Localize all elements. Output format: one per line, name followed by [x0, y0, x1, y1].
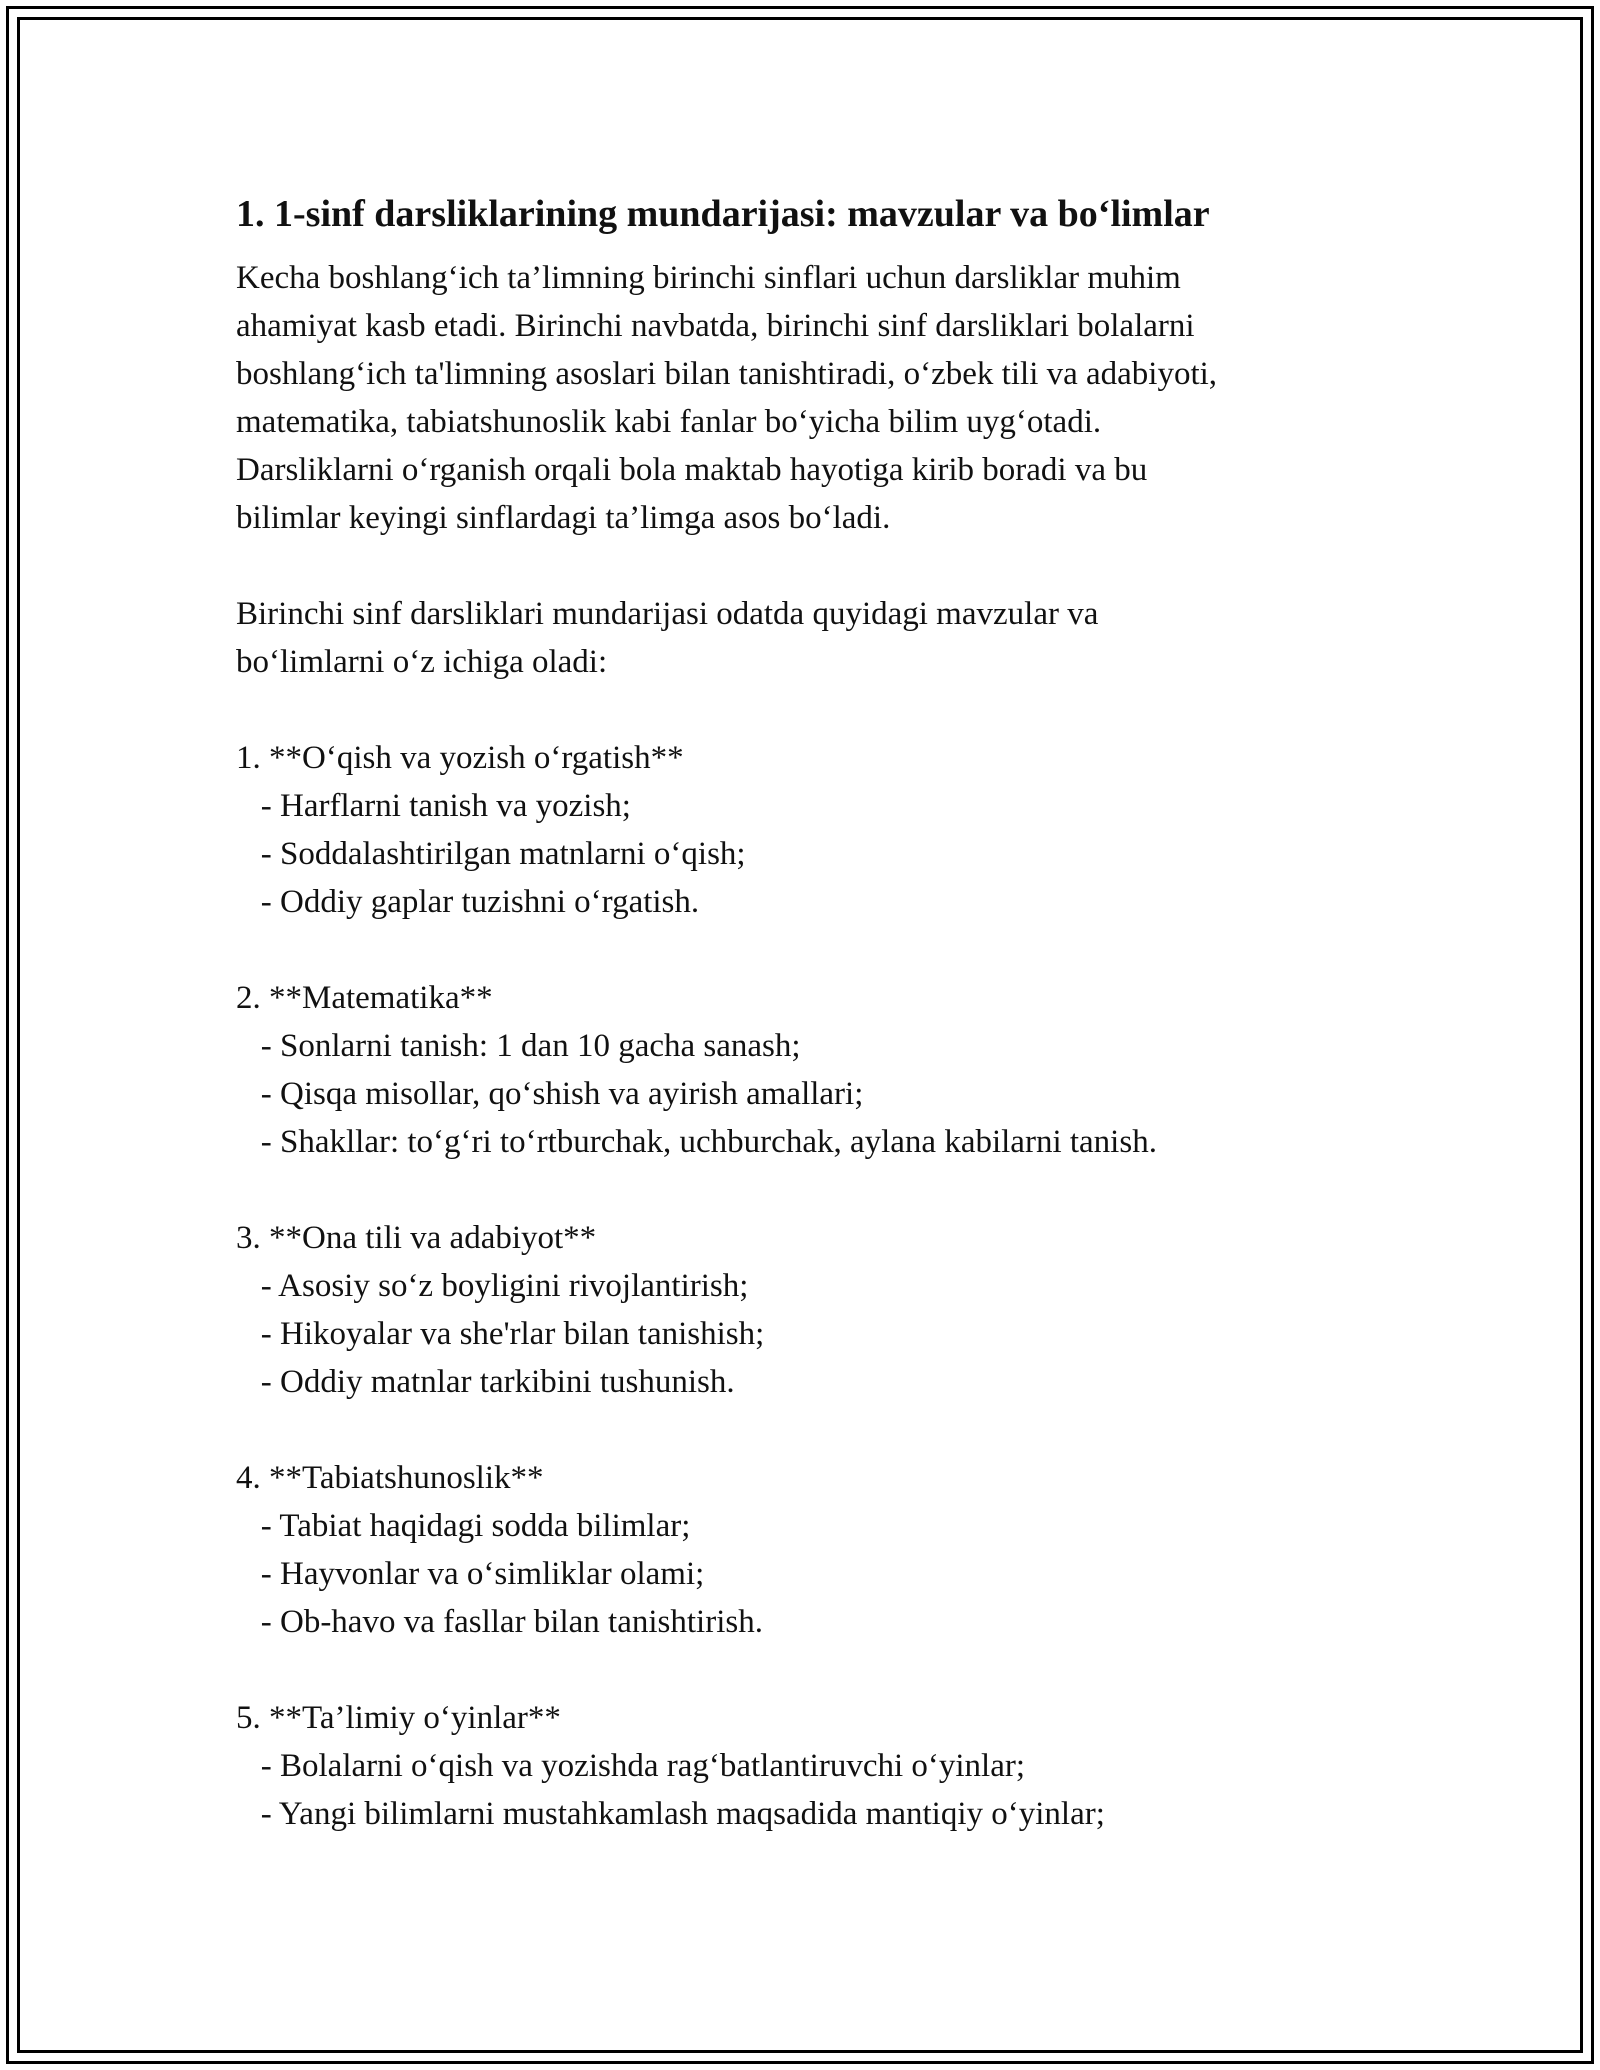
list-item: - Bolalarni o‘qish va yozishda rag‘batlantiruvchi o‘yinlar;	[236, 1748, 1026, 1784]
list-item: - Hikoyalar va she'rlar bilan tanishish;	[236, 1316, 765, 1352]
list-section-title: 3. **Ona tili va adabiyot**	[236, 1220, 597, 1256]
list-item: - Sonlarni tanish: 1 dan 10 gacha sanash;	[236, 1028, 801, 1064]
list-item: - Qisqa misollar, qo‘shish va ayirish amallari;	[236, 1076, 864, 1112]
paragraph-line: bo‘limlarni o‘z ichiga oladi:	[236, 644, 608, 680]
paragraph-line: matematika, tabiatshunoslik kabi fanlar bo‘yicha bilim uyg‘otadi.	[236, 404, 1102, 440]
list-item: - Yangi bilimlarni mustahkamlash maqsadida mantiqiy o‘yinlar;	[236, 1796, 1105, 1832]
list-item: - Shakllar: to‘g‘ri to‘rtburchak, uchburchak, aylana kabilarni tanish.	[236, 1124, 1157, 1160]
paragraph-line: bilimlar keyingi sinflardagi ta’limga asos bo‘ladi.	[236, 500, 891, 536]
list-item: - Ob-havo va fasllar bilan tanishtirish.	[236, 1604, 763, 1640]
list-section-title: 4. **Tabiatshunoslik**	[236, 1460, 544, 1496]
paragraph-line: Birinchi sinf darsliklari mundarijasi odatda quyidagi mavzular va	[236, 596, 1099, 632]
list-section-title: 1. **O‘qish va yozish o‘rgatish**	[236, 740, 684, 776]
list-item: - Soddalashtirilgan matnlarni o‘qish;	[236, 836, 746, 872]
section-heading: 1. 1-sinf darsliklarining mundarijasi: mavzular va bo‘limlar	[236, 193, 1210, 235]
paragraph-line: boshlang‘ich ta'limning asoslari bilan tanishtiradi, o‘zbek tili va adabiyoti,	[236, 356, 1218, 392]
paragraph-line: Kecha boshlang‘ich ta’limning birinchi sinflari uchun darsliklar muhim	[236, 260, 1181, 296]
lead-paragraph	[236, 590, 1366, 686]
list-section-3	[236, 1214, 1366, 1406]
list-section-4	[236, 1454, 1366, 1646]
paragraph-line: Darsliklarni o‘rganish orqali bola maktab hayotiga kirib boradi va bu	[236, 452, 1148, 488]
list-item: - Asosiy so‘z boyligini rivojlantirish;	[236, 1268, 749, 1304]
list-item: - Hayvonlar va o‘simliklar olami;	[236, 1556, 705, 1592]
document-body	[236, 188, 1366, 1838]
list-section-title: 2. **Matematika**	[236, 980, 493, 1016]
list-section-5	[236, 1694, 1366, 1838]
list-item: - Oddiy matnlar tarkibini tushunish.	[236, 1364, 735, 1400]
intro-paragraph	[236, 254, 1366, 542]
paragraph-line: ahamiyat kasb etadi. Birinchi navbatda, birinchi sinf darsliklari bolalarni	[236, 308, 1195, 344]
list-section-title: 5. **Ta’limiy o‘yinlar**	[236, 1700, 561, 1736]
list-section-2	[236, 974, 1366, 1166]
list-section-1	[236, 734, 1366, 926]
list-item: - Oddiy gaplar tuzishni o‘rgatish.	[236, 884, 700, 920]
list-item: - Tabiat haqidagi sodda bilimlar;	[236, 1508, 691, 1544]
list-item: - Harflarni tanish va yozish;	[236, 788, 631, 824]
